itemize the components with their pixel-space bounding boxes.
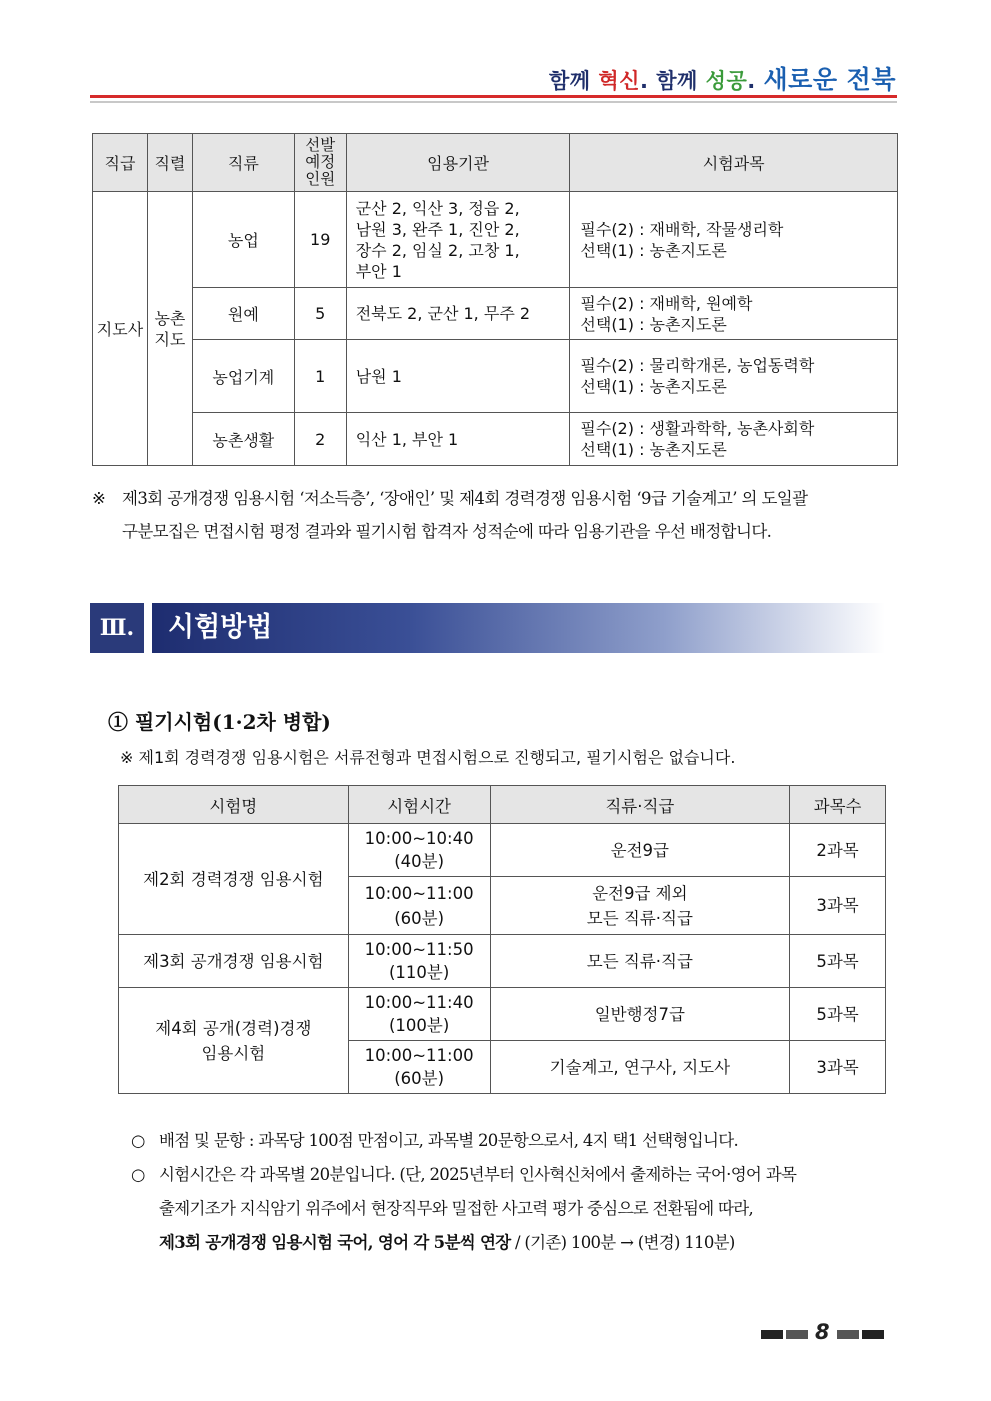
table-row xyxy=(93,288,898,340)
bullet-emphasis: 제3회 공개경쟁 임용시험 국어, 영어 각 5분씩 연장 xyxy=(159,1233,511,1252)
time-duration: (110분) xyxy=(388,963,450,982)
cell-field xyxy=(490,988,790,1041)
time-range: 10:00~10:40 xyxy=(364,829,474,848)
table-row xyxy=(119,824,886,877)
header-agency: 임용기관 xyxy=(346,134,570,192)
header-planned-line: 선발 xyxy=(305,136,336,154)
slogan-part: 혁신 xyxy=(598,69,640,93)
bullet-mark: ○ xyxy=(131,1165,145,1184)
cell-time xyxy=(348,988,490,1041)
table-header-row xyxy=(119,786,886,824)
cell-subjects xyxy=(570,288,898,340)
cell-count: 2 xyxy=(294,413,346,466)
field-line: 기술계고, 연구사, 지도사 xyxy=(549,1057,731,1077)
agency-line: 전북도 2, 군산 1, 무주 2 xyxy=(355,304,531,323)
slogan-part: 성공 xyxy=(705,69,748,93)
cell-time xyxy=(348,877,490,935)
cell-grade: 지도사 xyxy=(93,192,148,466)
time-range: 10:00~11:40 xyxy=(364,993,474,1012)
recruitment-table xyxy=(92,133,898,466)
cell-agency xyxy=(346,340,570,413)
header-field: 직류·직급 xyxy=(490,786,790,824)
section-title: 시험방법 xyxy=(152,603,885,653)
time-duration: (60분) xyxy=(394,908,445,928)
table-row xyxy=(119,935,886,988)
subsection-title: ① 필기시험(1·2차 병합) xyxy=(108,710,331,734)
series-line: 농촌 xyxy=(154,308,186,328)
bullet-continuation: 출제기조가 지식암기 위주에서 현장직무와 밀접한 사고력 평가 중심으로 전환됨에 따라, xyxy=(159,1199,754,1218)
exam-name: 임용시험 xyxy=(201,1043,266,1063)
header-slogan xyxy=(549,60,896,96)
field-line: 일반행정7급 xyxy=(594,1004,685,1024)
time-duration: (60분) xyxy=(394,1069,445,1088)
cell-subjects: 3과목 xyxy=(790,877,886,935)
table-row xyxy=(119,988,886,1041)
header-subjects: 과목수 xyxy=(790,786,886,824)
exam-name: 제3회 공개경쟁 임용시험 xyxy=(143,951,324,971)
time-range: 10:00~11:00 xyxy=(364,1046,474,1065)
cell-exam xyxy=(119,824,349,935)
page-deco-bar xyxy=(862,1330,884,1339)
cell-field: 농업 xyxy=(192,192,294,288)
header-grade: 직급 xyxy=(93,134,148,192)
cell-count: 1 xyxy=(294,340,346,413)
cell-field: 원예 xyxy=(192,288,294,340)
cell-series xyxy=(147,192,192,466)
slogan-part: 함께 xyxy=(549,69,599,93)
cell-field xyxy=(490,935,790,988)
header-rule-grey xyxy=(90,101,897,103)
cell-count: 5 xyxy=(294,288,346,340)
page-number: 8 xyxy=(815,1320,830,1344)
optional-subjects: 선택(1) : 농촌지도론 xyxy=(580,314,727,334)
cell-exam xyxy=(119,935,349,988)
field-line: 모든 직류·직급 xyxy=(586,908,693,928)
note-line: 구분모집은 면접시험 평정 결과와 필기시험 합격자 성적순에 따라 임용기관을 우선 배정합니다. xyxy=(122,522,772,541)
note-mark: ※ xyxy=(92,489,106,508)
agency-line: 부안 1 xyxy=(355,261,402,281)
header-subjects: 시험과목 xyxy=(570,134,898,192)
section-number: Ⅲ. xyxy=(90,603,144,653)
field-line: 모든 직류·직급 xyxy=(586,951,693,971)
time-range: 10:00~11:50 xyxy=(364,940,474,959)
slogan-part: . 함께 xyxy=(639,69,706,93)
agency-line: 익산 1, 부안 1 xyxy=(355,429,459,449)
series-line: 지도 xyxy=(154,329,186,349)
table-row xyxy=(93,340,898,413)
subsection-note: ※ 제1회 경력경쟁 임용시험은 서류전형과 면접시험으로 진행되고, 필기시험은 없습니다. xyxy=(120,748,736,767)
header-exam: 시험명 xyxy=(119,786,349,824)
agency-line: 남원 1 xyxy=(355,366,402,386)
header-time: 시험시간 xyxy=(348,786,490,824)
slogan-part: . xyxy=(747,69,764,93)
cell-exam xyxy=(119,988,349,1094)
bullet-item xyxy=(131,1158,906,1192)
cell-field xyxy=(490,824,790,877)
cell-field xyxy=(490,1041,790,1094)
exam-name: 제2회 경력경쟁 임용시험 xyxy=(143,869,324,889)
note-line: 제3회 공개경쟁 임용시험 ‘저소득층’, ‘장애인’ 및 제4회 경력경쟁 임용시험 ‘9급 기술계고’ 의 도일괄 xyxy=(122,489,808,508)
required-subjects: 필수(2) : 재배학, 작물생리학 xyxy=(580,219,784,239)
cell-field: 농업기계 xyxy=(192,340,294,413)
exam-notes xyxy=(131,1124,906,1260)
page-deco-bar xyxy=(761,1330,783,1339)
cell-agency xyxy=(346,413,570,466)
time-range: 10:00~11:00 xyxy=(364,883,474,903)
cell-count: 19 xyxy=(294,192,346,288)
time-duration: (40분) xyxy=(394,852,445,871)
cell-subjects xyxy=(570,192,898,288)
agency-line: 장수 2, 임실 2, 고창 1, xyxy=(355,240,520,260)
slogan-part: 새로운 전북 xyxy=(763,65,896,94)
bullet-continuation xyxy=(131,1226,906,1260)
page-deco-bar xyxy=(786,1330,808,1339)
optional-subjects: 선택(1) : 농촌지도론 xyxy=(580,377,727,396)
required-subjects: 필수(2) : 재배학, 원예학 xyxy=(580,293,753,313)
table-row xyxy=(93,413,898,466)
header-field: 직류 xyxy=(192,134,294,192)
cell-time xyxy=(348,824,490,877)
cell-agency xyxy=(346,192,570,288)
header-planned-line: 예정 xyxy=(305,153,336,171)
cell-agency xyxy=(346,288,570,340)
cell-subjects: 3과목 xyxy=(790,1041,886,1094)
cell-subjects xyxy=(570,413,898,466)
page-number-block xyxy=(761,1320,887,1344)
agency-line: 남원 3, 완주 1, 진안 2, xyxy=(355,219,520,239)
cell-field xyxy=(490,877,790,935)
required-subjects: 필수(2) : 물리학개론, 농업동력학 xyxy=(580,356,815,375)
bullet-text: / (기존) 100분 → (변경) 110분) xyxy=(510,1233,735,1252)
header-planned-line: 인원 xyxy=(305,170,336,188)
bullet-mark: ○ xyxy=(131,1131,145,1150)
exam-schedule-table xyxy=(118,785,886,1094)
table-header-row xyxy=(93,134,898,192)
section-heading xyxy=(90,603,885,653)
bullet-text: 시험시간은 각 과목별 20분입니다. (단, 2025년부터 인사혁신처에서 출제하는 국어·영어 과목 xyxy=(159,1165,797,1184)
exam-name: 제4회 공개(경력)경쟁 xyxy=(155,1018,312,1038)
cell-subjects: 5과목 xyxy=(790,935,886,988)
header-planned xyxy=(294,134,346,192)
bullet-text: 배점 및 문항 : 과목당 100점 만점이고, 과목별 20문항으로서, 4지 택1 선택형입니다. xyxy=(159,1131,739,1150)
optional-subjects: 선택(1) : 농촌지도론 xyxy=(580,240,727,260)
agency-line: 군산 2, 익산 3, 정읍 2, xyxy=(355,198,520,218)
page-deco-bar xyxy=(837,1330,859,1339)
cell-time xyxy=(348,1041,490,1094)
cell-subjects xyxy=(570,340,898,413)
time-duration: (100분) xyxy=(388,1016,450,1035)
cell-time xyxy=(348,935,490,988)
required-subjects: 필수(2) : 생활과학학, 농촌사회학 xyxy=(580,419,815,438)
field-line: 운전9급 제외 xyxy=(592,883,688,903)
optional-subjects: 선택(1) : 농촌지도론 xyxy=(580,440,727,459)
cell-subjects: 5과목 xyxy=(790,988,886,1041)
cell-subjects: 2과목 xyxy=(790,824,886,877)
header-series: 직렬 xyxy=(147,134,192,192)
header-rule-red xyxy=(90,95,897,98)
cell-field: 농촌생활 xyxy=(192,413,294,466)
field-line: 운전9급 xyxy=(610,840,669,860)
allocation-note xyxy=(92,482,902,548)
table-row xyxy=(93,192,898,288)
bullet-item xyxy=(131,1124,906,1158)
